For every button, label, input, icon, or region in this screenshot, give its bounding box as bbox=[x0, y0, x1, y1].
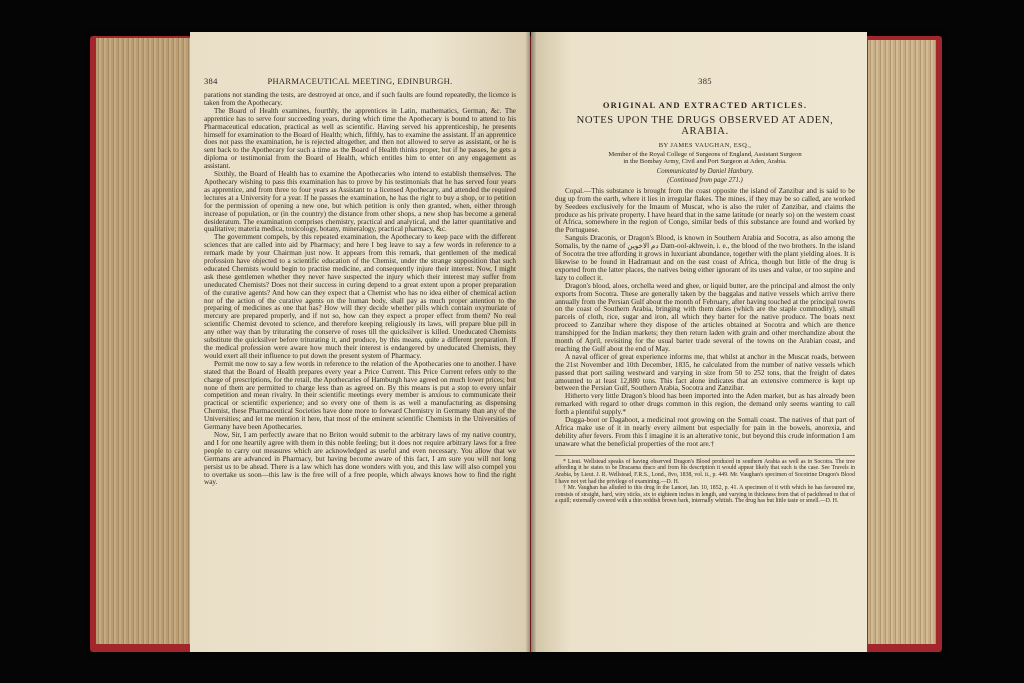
right-running-head bbox=[555, 76, 855, 88]
article-title: NOTES UPON THE DRUGS OBSERVED AT ADEN, ARABIA. bbox=[576, 115, 834, 137]
left-paragraph: parations not standing the tests, are destroyed at once, and if such faults are found repeatedly, the licence is taken from the Apothecary. bbox=[204, 91, 516, 107]
page-edges-right bbox=[868, 40, 936, 644]
left-paragraph: Permit me now to say a few words in reference to the relation of the Apothecaries one to another. I have stated that the Board of Health prepares every year a Price Current. This Price Current refers only to the charge of prescriptions, for the retail, the Apothecaries of Hamburgh have agreed on much lower prices; but none of them are permitted to charge less than as agreed on. By this means is put a stop to every unfair competition and mean rivalry. In their scientific meetings every member is anxious to communicate their practical or scientific experience; and so every one of them is as well a manufacturing as dispensing Chemist, these Pharmaceutical Societies have done more to forward Chemistry in Germany than any of the Universities; and let me mention it here, that most of the eminent scientific Chemists in the Universities of Germany have been Apothecaries. bbox=[204, 359, 516, 432]
right-paragraph: Hitherto very little Dragon's blood has been imported into the Aden market, but as has already been remarked with regard to other drugs common in this region, the demand only seems wanting to call forth a plentiful supply.* bbox=[555, 392, 855, 417]
right-paragraph: Sanguis Draconis, or Dragon's Blood, is known in Southern Arabia and Socotra, as also among the Somalis, by the name of دم الاخوين Dam-ool-akhwein, i. e., the blood of the two brothers. In the island of Socotra the tree affording it grows in luxuriant abundance, together with the plant yielding aloes. It is likewise to be found in Hadramaut and on the east coast of Africa, though but little of the drug is exported from the latter places, the natives being either ignorant of its uses and value, or too supine and lazy to collect it. bbox=[555, 234, 856, 282]
left-page bbox=[190, 32, 530, 652]
right-paragraph: Dragon's blood, aloes, orchella weed and ghee, or liquid butter, are the principal and almost the only exports from Socotra. These are generally taken by the baggalas and native vessels which arrive there annually from the Persian Gulf about the month of February, after having touched at the principal towns on the coast of Southern Arabia, bringing with them dates (which are the staple commodity), small parcels of cloth, rice, sugar and iron, all which they barter for the native produce. The boats next proceed to Zanzibar where they dispose of the articles obtained at Socotra and which are thence transhipped for the Indian markets; they then return laden with grain and other merchandize about the month of April, revisiting for the usual barter trade several of the towns on the Arabian coast, and reaching the Gulf about the end of May. bbox=[555, 281, 855, 353]
left-page-number: 384 bbox=[204, 76, 218, 86]
left-running-title: PHARMACEUTICAL MEETING, EDINBURGH. bbox=[267, 76, 453, 86]
right-paragraph: Dugga-boot or Dagaboot, a medicinal root growing on the Somali coast. The natives of that part of Africa make use of it in nearly every ailment but especially for pain in the bowels, anorexia, and debility after fevers. From this I imagine it is an alterative tonic, but beyond this crude information I am unaware what the beneficial properties of the root are.† bbox=[555, 416, 855, 448]
footnote: † Mr. Vaughan has alluded to this drug in the Lancet, Jan. 10, 1852, p. 41. A specimen of it with which he has favoured me, consists of straight, hard, wiry sticks, six to eighteen inches in length, and varying in thickness from that of packthread to that of a quill; externally covered with a thin reddish brown bark, internally whitish. The drug has but little taste or smell.—D. H. bbox=[555, 485, 855, 505]
right-page bbox=[531, 32, 867, 652]
section-heading: ORIGINAL AND EXTRACTED ARTICLES. bbox=[602, 100, 808, 110]
right-page-number: 385 bbox=[698, 76, 712, 86]
right-paragraph: A naval officer of great experience informs me, that whilst at anchor in the Muscat roads, between the 21st November and 10th December, 1835, he calculated from the number of native vessels which passed that port sailing westward and varying in size from 50 to 252 tons, that the freight of dates amounted to at least 12,880 tons. This fact alone indicates that an extensive commerce is kept up between the Persian Gulf, Southern Arabia, Socotra and Zanzibar. bbox=[555, 352, 855, 393]
author-credentials-1: Member of the Royal College of Surgeons of England, Assistant Surgeon bbox=[608, 151, 802, 158]
continued-note: (Continued from page 271.) bbox=[667, 176, 743, 184]
right-paragraph: Copal.—This substance is brought from the coast opposite the island of Zanzibar and is said to be dug up from the earth, where it lies in irregular flakes. The mines, if they may be so called, are worked by Seedees exclusively for the Imaum of Muscat, who is also the ruler of Zanzibar, and claims the produce as his private property. I have heard that in the same latitude (or nearly so) on the western coast of Africa, somewhere in the region of Congo, similar beds of this substance are found and worked by the Portuguese. bbox=[555, 186, 855, 235]
left-paragraph: Now, Sir, I am perfectly aware that no Briton would submit to the arbitrary laws of my native country, and I for one heartily agree with them in this noble feeling; but it does not require arbitrary laws for a free people to carry out measures which are acknowledged as useful and even necessary. You allow that we Germans are advanced in Pharmacy, but having become aware of this fact, I am sure you will not long persist us to be ahead. There is a law which has done wonders with you, and this law will also compel you to overtake us soon—this law is the free will of a free people, which always knows how to find the right way. bbox=[204, 430, 516, 487]
left-paragraph: The Board of Health examines, fourthly, the apprentices in Latin, mathematics, German, &c. The apprentice has to serve four succeeding years, during which time the Apothecary is bound to attend to his Pharmaceutical education, practical as well as scientific. Having served his apprenticeship, he presents himself for examination to the Board of Health; which, fifthly, has to examine the assistant. If an apprentice does not pass the examination, he is rejected altogether, and then not allowed to serve as assistant, or he is sent back to the Apothecary for such a time as the Board of Health thinks proper, but if he passes, he gets a diploma or testimonial from the Board of Health, which entitles him to enter on any engagement as assistant. bbox=[204, 106, 516, 171]
article-author: BY JAMES VAUGHAN, ESQ., bbox=[658, 142, 752, 149]
footnote: * Lieut. Wellstead speaks of having observed Dragon's Blood produced in southern Arabia as well as in Socotra. The tree affording it he states to be Dracaena draco and from his description it would appear likely that such is the case. See Travels in Arabia, by Lieut. J. R. Wellstead, F.R.S., Lond., 8vo, 1838, vol. ii., p. 449. Mr. Vaughan's specimen of Socotrine Dragon's Blood I have not yet had the privilege of examining.—D. H. bbox=[555, 458, 855, 485]
left-paragraph: Sixthly, the Board of Health has to examine the Apothecaries who intend to establish themselves. The Apothecary wishing to pass this examination has to prove by his testimonials that he has served four years as apprentice, and from three to four years as Assistant to a licensed Apothecary, and attended the required lectures at a University for a year. If he passes the examination, he has the right to buy a shop, or to petition for the permission of opening a new one, but which petition is only then granted, when, either through increase of population, or (in the country) the distance from other shops, a new shop has become a general desideratum. The examination comprises chemistry, practical and analytical, and the latter quantitative and qualitative; materia medica, toxicology, botany, mineralogy, practical pharmacy, &c. bbox=[204, 170, 516, 234]
left-body-text bbox=[204, 92, 516, 487]
author-credentials-2: in the Bombay Army, Civil and Port Surgeon at Aden, Arabia. bbox=[623, 158, 787, 166]
right-body-text bbox=[555, 188, 855, 449]
communicated-by: Communicated by Daniel Hanbury. bbox=[656, 167, 754, 175]
left-running-head bbox=[204, 76, 516, 88]
left-paragraph: The government compels, by this repeated examination, the Apothecary to keep pace with the different sciences that are called into aid by Pharmacy; and here I beg leave to say a few words in reference to a remark made by your Chairman just now. It appears from this remark, that gentlemen of the medical profession have objected to a scientific education of the Chemist, under the strange supposition that such educated Chemists would begin to practise medicine, and consequently injure their interest. Now, I might ask these gentlemen whether they never have suspected the injury which their interest may suffer from uneducated Chemists? Does not their success in curing depend to a great extent upon a proper preparation of the curative agents? And how can they expect that a Chemist who has no idea either of chemical action nor of the action of the curative agents on the human body, shall pay as much proper attention to the preparing of medicines as one that has? How will they decide whether pills which contain oxymuriate of mercury are prepared properly, and if not so, how can they expect a proper effect from them? No real scientific Chemist devoted to science, and therefore keeping religiously its laws, will prepare blue pill in any other way than by triturating the conserve of roses till the quicksilver is killed. Uneducated Chemists substitute the quicksilver before triturating it, and produce, by this means, quite a different preparation. If the medical profession were aware how much their interest is endangered by uneducated Chemists, they would exert all their influence to put down the present system of Pharmacy. bbox=[204, 233, 516, 360]
open-book bbox=[90, 32, 942, 660]
footnotes bbox=[555, 455, 855, 505]
book-gutter bbox=[526, 32, 536, 652]
page-edges-left bbox=[96, 38, 204, 644]
